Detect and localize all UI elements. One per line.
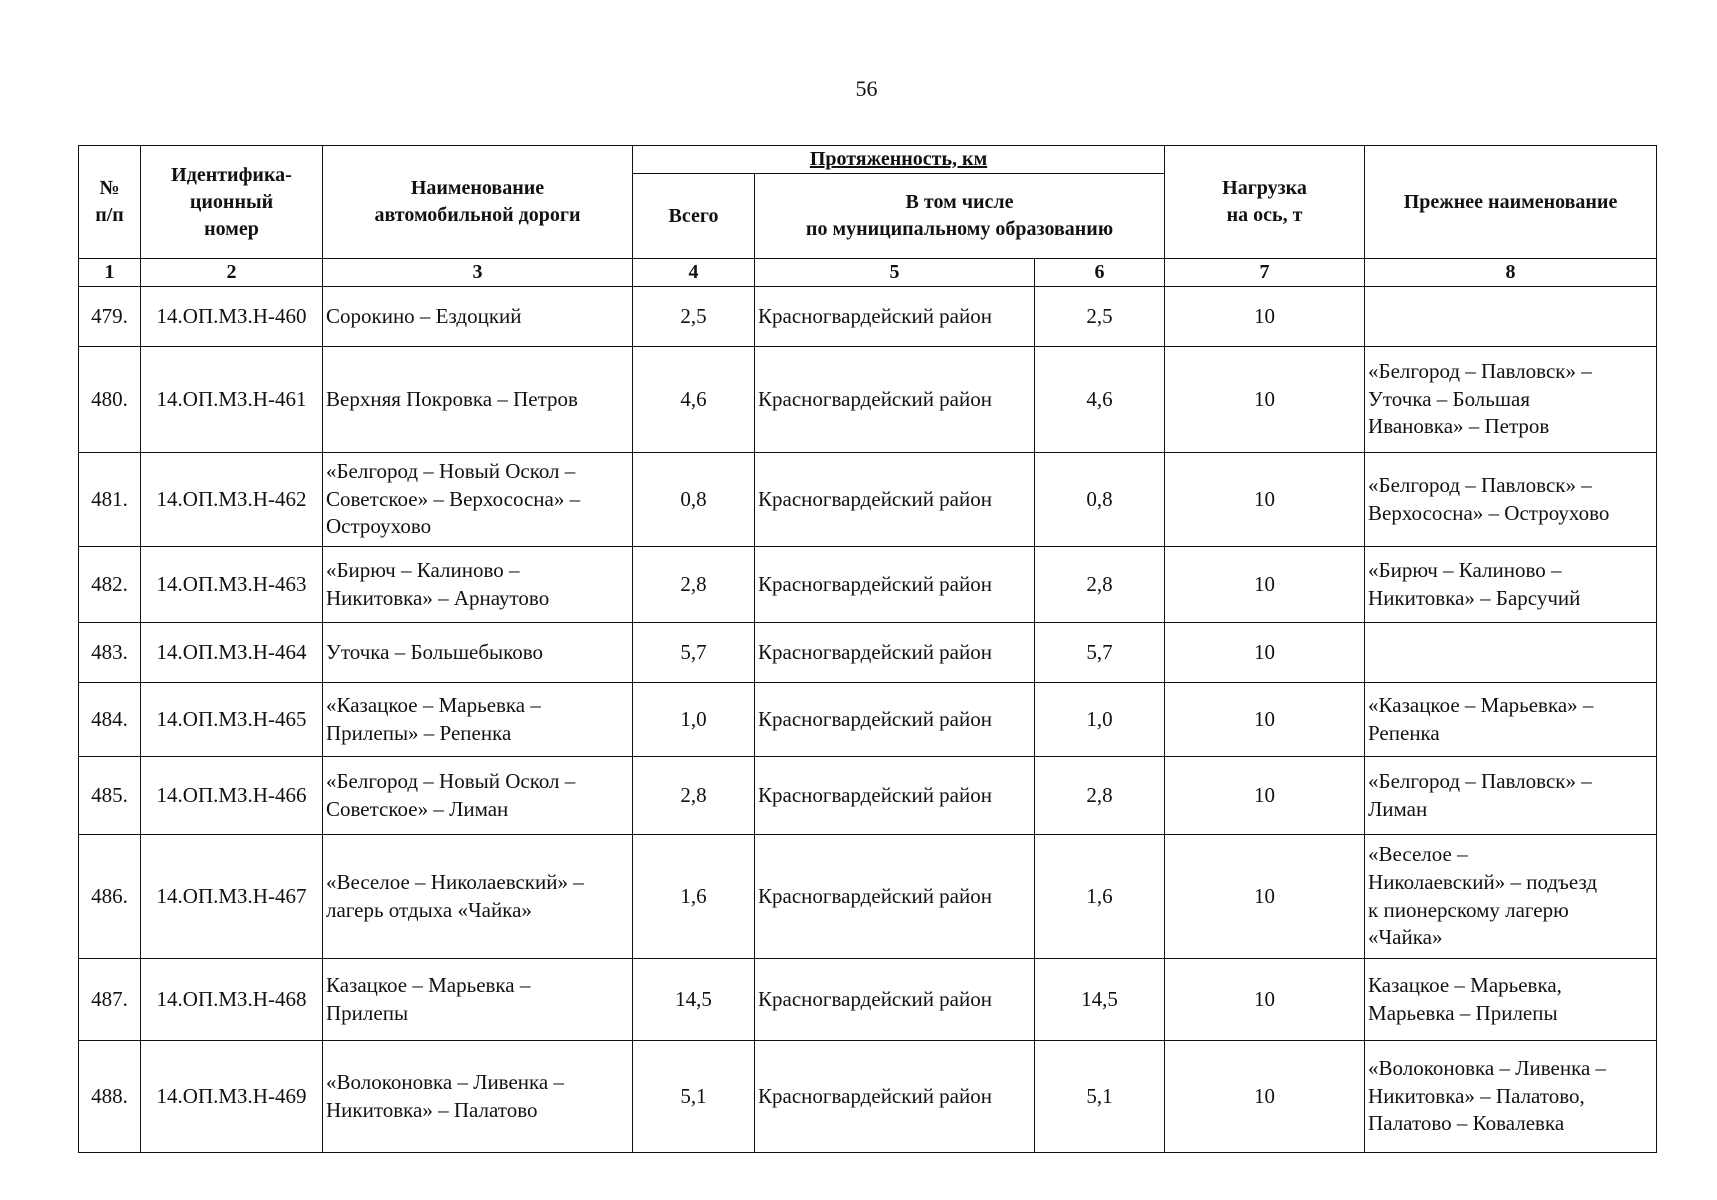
row-length-total: 2,8 xyxy=(633,547,755,623)
row-road-name: Уточка – Большебыково xyxy=(323,623,633,683)
table-row xyxy=(79,453,1657,547)
header-former: Прежнее наименование xyxy=(1365,146,1657,259)
table-row xyxy=(79,547,1657,623)
table-row xyxy=(79,347,1657,453)
row-former-name: «Казацкое – Марьевка» – Репенка xyxy=(1365,683,1657,757)
row-former-name: «Белгород – Павловск» – Лиман xyxy=(1365,757,1657,835)
row-number: 486. xyxy=(79,835,141,959)
row-length-total: 2,8 xyxy=(633,757,755,835)
row-length-municipality: 2,8 xyxy=(1035,547,1165,623)
table-row xyxy=(79,835,1657,959)
row-former-name: «Веселое – Николаевский» – подъезд к пионерскому лагерю «Чайка» xyxy=(1365,835,1657,959)
row-identifier: 14.ОП.МЗ.Н-465 xyxy=(141,683,323,757)
row-length-total: 5,7 xyxy=(633,623,755,683)
table-row xyxy=(79,623,1657,683)
row-axle-load: 10 xyxy=(1165,1041,1365,1153)
row-former-name: Казацкое – Марьевка, Марьевка – Прилепы xyxy=(1365,959,1657,1041)
header-incl: В том числе по муниципальному образованию xyxy=(755,174,1165,259)
row-identifier: 14.ОП.МЗ.Н-468 xyxy=(141,959,323,1041)
header-name: Наименование автомобильной дороги xyxy=(323,146,633,259)
table-row xyxy=(79,757,1657,835)
header-ident: Идентифика- ционный номер xyxy=(141,146,323,259)
row-identifier: 14.ОП.МЗ.Н-460 xyxy=(141,287,323,347)
row-former-name: «Волоконовка – Ливенка – Никитовка» – Палатово, Палатово – Ковалевка xyxy=(1365,1041,1657,1153)
row-municipality: Красногвардейский район xyxy=(755,347,1035,453)
table-row xyxy=(79,287,1657,347)
row-municipality: Красногвардейский район xyxy=(755,835,1035,959)
table-row xyxy=(79,1041,1657,1153)
row-road-name: «Белгород – Новый Оскол – Советское» – Лиман xyxy=(323,757,633,835)
row-number: 480. xyxy=(79,347,141,453)
row-identifier: 14.ОП.МЗ.Н-463 xyxy=(141,547,323,623)
row-road-name: «Веселое – Николаевский» – лагерь отдыха «Чайка» xyxy=(323,835,633,959)
row-length-municipality: 14,5 xyxy=(1035,959,1165,1041)
row-number: 488. xyxy=(79,1041,141,1153)
column-number: 5 xyxy=(755,259,1035,287)
column-number: 1 xyxy=(79,259,141,287)
row-length-municipality: 2,5 xyxy=(1035,287,1165,347)
header-num: № п/п xyxy=(79,146,141,259)
row-number: 484. xyxy=(79,683,141,757)
row-municipality: Красногвардейский район xyxy=(755,623,1035,683)
row-number: 482. xyxy=(79,547,141,623)
row-length-total: 1,0 xyxy=(633,683,755,757)
row-axle-load: 10 xyxy=(1165,347,1365,453)
table-body xyxy=(79,287,1657,1153)
row-number: 487. xyxy=(79,959,141,1041)
row-identifier: 14.ОП.МЗ.Н-469 xyxy=(141,1041,323,1153)
row-road-name: «Белгород – Новый Оскол – Советское» – Верхососна» – Остроухово xyxy=(323,453,633,547)
row-axle-load: 10 xyxy=(1165,757,1365,835)
table-row xyxy=(79,683,1657,757)
header-length-group: Протяженность, км xyxy=(633,146,1165,174)
row-number: 479. xyxy=(79,287,141,347)
column-numbers-row xyxy=(79,259,1657,287)
row-identifier: 14.ОП.МЗ.Н-464 xyxy=(141,623,323,683)
row-length-total: 0,8 xyxy=(633,453,755,547)
row-identifier: 14.ОП.МЗ.Н-467 xyxy=(141,835,323,959)
column-number: 3 xyxy=(323,259,633,287)
row-axle-load: 10 xyxy=(1165,683,1365,757)
row-number: 483. xyxy=(79,623,141,683)
row-municipality: Красногвардейский район xyxy=(755,757,1035,835)
column-number: 6 xyxy=(1035,259,1165,287)
row-former-name xyxy=(1365,287,1657,347)
row-road-name: «Казацкое – Марьевка – Прилепы» – Репенка xyxy=(323,683,633,757)
column-number: 8 xyxy=(1365,259,1657,287)
row-axle-load: 10 xyxy=(1165,959,1365,1041)
row-road-name: «Бирюч – Калиново – Никитовка» – Арнаутово xyxy=(323,547,633,623)
row-length-total: 4,6 xyxy=(633,347,755,453)
row-identifier: 14.ОП.МЗ.Н-462 xyxy=(141,453,323,547)
row-axle-load: 10 xyxy=(1165,623,1365,683)
table-row xyxy=(79,959,1657,1041)
row-axle-load: 10 xyxy=(1165,453,1365,547)
column-number: 4 xyxy=(633,259,755,287)
row-former-name: «Белгород – Павловск» – Уточка – Большая Ивановка» – Петров xyxy=(1365,347,1657,453)
header-load: Нагрузка на ось, т xyxy=(1165,146,1365,259)
row-length-municipality: 0,8 xyxy=(1035,453,1165,547)
row-number: 481. xyxy=(79,453,141,547)
column-number: 2 xyxy=(141,259,323,287)
row-length-municipality: 1,0 xyxy=(1035,683,1165,757)
header-total: Всего xyxy=(633,174,755,259)
row-identifier: 14.ОП.МЗ.Н-466 xyxy=(141,757,323,835)
row-municipality: Красногвардейский район xyxy=(755,683,1035,757)
row-length-total: 1,6 xyxy=(633,835,755,959)
row-road-name: Сорокино – Ездоцкий xyxy=(323,287,633,347)
row-municipality: Красногвардейский район xyxy=(755,547,1035,623)
row-road-name: Верхняя Покровка – Петров xyxy=(323,347,633,453)
row-axle-load: 10 xyxy=(1165,547,1365,623)
column-number: 7 xyxy=(1165,259,1365,287)
row-former-name xyxy=(1365,623,1657,683)
row-municipality: Красногвардейский район xyxy=(755,287,1035,347)
row-axle-load: 10 xyxy=(1165,835,1365,959)
row-length-municipality: 1,6 xyxy=(1035,835,1165,959)
row-length-total: 14,5 xyxy=(633,959,755,1041)
row-length-municipality: 2,8 xyxy=(1035,757,1165,835)
row-length-total: 2,5 xyxy=(633,287,755,347)
row-axle-load: 10 xyxy=(1165,287,1365,347)
row-length-municipality: 5,7 xyxy=(1035,623,1165,683)
row-municipality: Красногвардейский район xyxy=(755,1041,1035,1153)
row-length-total: 5,1 xyxy=(633,1041,755,1153)
row-road-name: «Волоконовка – Ливенка – Никитовка» – Палатово xyxy=(323,1041,633,1153)
row-length-municipality: 5,1 xyxy=(1035,1041,1165,1153)
page-number: 56 xyxy=(855,76,878,101)
row-identifier: 14.ОП.МЗ.Н-461 xyxy=(141,347,323,453)
row-road-name: Казацкое – Марьевка – Прилепы xyxy=(323,959,633,1041)
row-number: 485. xyxy=(79,757,141,835)
row-former-name: «Белгород – Павловск» – Верхососна» – Остроухово xyxy=(1365,453,1657,547)
row-municipality: Красногвардейский район xyxy=(755,959,1035,1041)
row-length-municipality: 4,6 xyxy=(1035,347,1165,453)
header-row-top xyxy=(79,146,1657,174)
roads-table xyxy=(78,145,1657,1153)
row-municipality: Красногвардейский район xyxy=(755,453,1035,547)
row-former-name: «Бирюч – Калиново – Никитовка» – Барсучий xyxy=(1365,547,1657,623)
